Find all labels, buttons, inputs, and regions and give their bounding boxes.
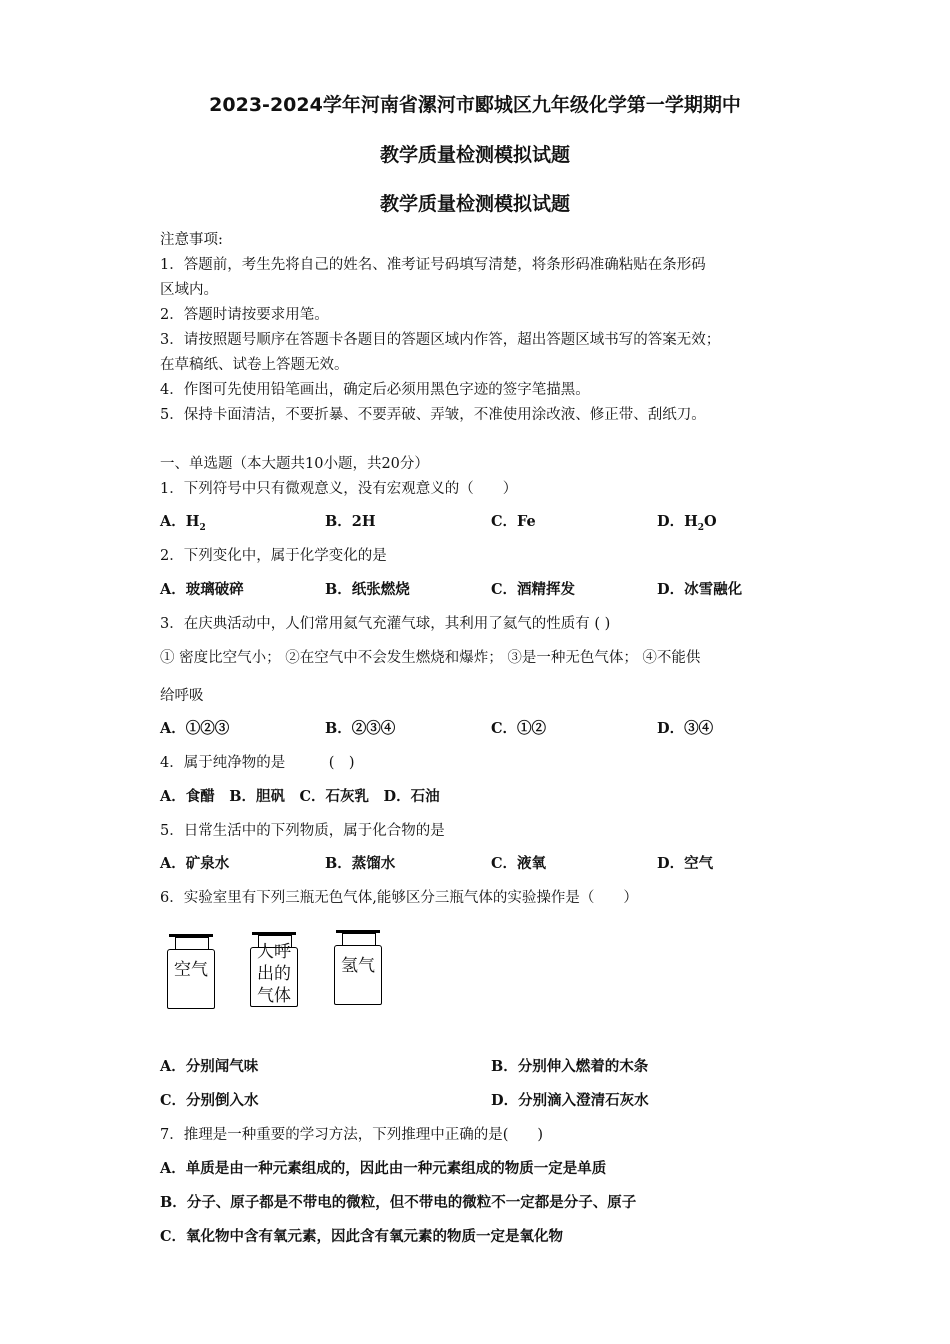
q3-option-b: B．②③④ (325, 720, 396, 737)
exam-title-line2: 教学质量检测模拟试题 (379, 144, 570, 166)
notice-item: 5．保持卡面清洁，不要折暴、不要弄破、弄皱，不准使用涂改液、修正带、刮纸刀。 (160, 407, 706, 423)
q6-option-d: D．分别滴入澄清石灰水 (491, 1092, 649, 1109)
bottle-label: 空气 (174, 960, 208, 980)
q1-option-c: C．Fe (491, 513, 536, 530)
notice-item: 4．作图可先使用铅笔画出，确定后必须用黑色字迹的签字笔描黑。 (160, 382, 590, 398)
question-1-stem: 1．下列符号中只有微观意义，没有宏观意义的（ ） (160, 481, 518, 497)
notice-heading: 注意事项: (160, 232, 223, 248)
q3-option-d: D．③④ (657, 720, 714, 737)
question-4-stem: 4．属于纯净物的是 ( ) (160, 755, 355, 771)
notice-item: 2．答题时请按要求用笔。 (160, 307, 329, 323)
q7-option-b: B．分子、原子都是不带电的微粒，但不带电的微粒不一定都是分子、原子 (160, 1194, 637, 1211)
exam-title-line1: 2023-2024学年河南省漯河市郾城区九年级化学第一学期期中 (209, 94, 741, 116)
question-5-stem: 5．日常生活中的下列物质，属于化合物的是 (160, 823, 445, 839)
q7-option-a: A．单质是由一种元素组成的，因此由一种元素组成的物质一定是单质 (160, 1160, 607, 1177)
question-6-stem: 6．实验室里有下列三瓶无色气体,能够区分三瓶气体的实验操作是（ ） (160, 890, 638, 906)
question-7-stem: 7．推理是一种重要的学习方法，下列推理中正确的是( ) (160, 1127, 544, 1143)
notice-item: 1．答题前，考生先将自己的姓名、准考证号码填写清楚，将条形码准确粘贴在条形码 (160, 257, 706, 273)
question-2-stem: 2．下列变化中，属于化学变化的是 (160, 548, 387, 564)
gas-bottle-exhaled (250, 935, 298, 1007)
q1-option-b: B．2H (325, 513, 376, 530)
q2-option-c: C．酒精挥发 (491, 581, 576, 598)
gas-bottle-hydrogen (334, 933, 382, 1005)
question-3-statements: ① 密度比空气小； ②在空气中不会发生燃烧和爆炸； ③是一种无色气体； ④不能供 (160, 650, 701, 666)
q5-option-c: C．液氧 (491, 855, 547, 872)
notice-item: 区域内。 (160, 282, 218, 298)
q1-option-d: D．$H_2O$ (657, 513, 717, 533)
notice-item: 3．请按照题号顺序在答题卡各题目的答题区域内作答，超出答题区域书写的答案无效； (160, 332, 721, 348)
question-3-statements-cont: 给呼吸 (160, 688, 204, 704)
q2-option-b: B．纸张燃烧 (325, 581, 410, 598)
q2-option-d: D．冰雪融化 (657, 581, 743, 598)
q6-option-c: C．分别倒入水 (160, 1092, 259, 1109)
q5-option-a: A．矿泉水 (160, 855, 230, 872)
q5-option-b: B．蒸馏水 (325, 855, 396, 872)
gas-bottle-air (167, 937, 215, 1009)
question-3-stem: 3．在庆典活动中，人们常用氦气充灌气球，其利用了氦气的性质有 ( ) (160, 616, 611, 632)
q7-option-c: C．氧化物中含有氧元素，因此含有氧元素的物质一定是氧化物 (160, 1228, 564, 1245)
q6-option-a: A．分别闻气味 (160, 1058, 259, 1075)
exam-title-line3: 教学质量检测模拟试题 (379, 193, 570, 215)
section-heading: 一、单选题（本大题共10小题，共20分） (160, 456, 429, 472)
bottle-label: 氢气 (341, 956, 375, 976)
bottle-label: 人呼出的气体 (257, 942, 291, 1006)
q3-option-c: C．①② (491, 720, 547, 737)
notice-item: 在草稿纸、试卷上答题无效。 (160, 357, 349, 373)
q1-option-a: A．$H_2$ (160, 513, 206, 533)
q5-option-d: D．空气 (657, 855, 714, 872)
q2-option-a: A．玻璃破碎 (160, 581, 244, 598)
q6-option-b: B．分别伸入燃着的木条 (491, 1058, 649, 1075)
q4-options: A．食醋 B．胆矾 C．石灰乳 D．石油 (160, 788, 440, 805)
q3-option-a: A．①②③ (160, 720, 230, 737)
